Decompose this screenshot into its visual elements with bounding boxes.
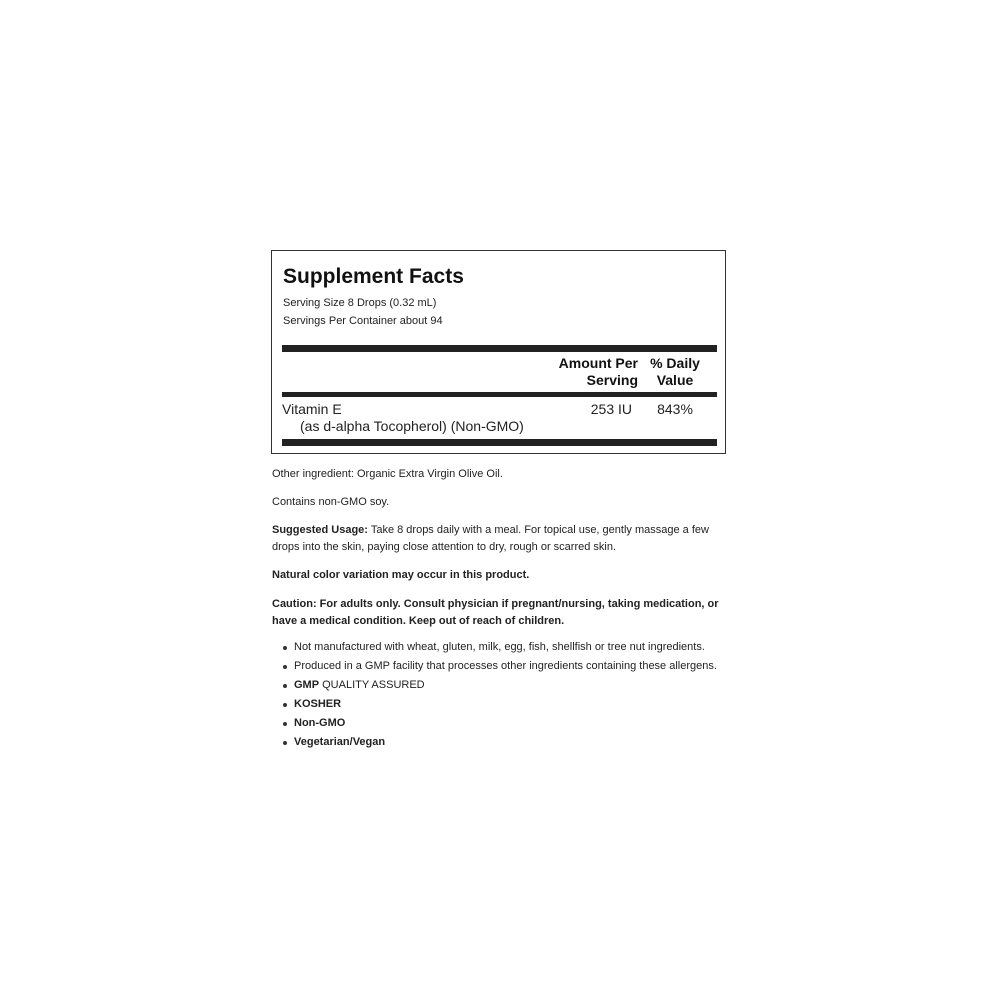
divider-bottom bbox=[282, 439, 717, 446]
bullet-dot-icon bbox=[283, 722, 287, 726]
bullet-dot-icon bbox=[283, 646, 287, 650]
amount-header-line1: Amount Per bbox=[558, 355, 638, 371]
bullet-dot-icon bbox=[283, 703, 287, 707]
list-item bbox=[272, 733, 742, 752]
bullet-dot-icon bbox=[283, 741, 287, 745]
serving-size: Serving Size 8 Drops (0.32 mL) bbox=[283, 297, 437, 309]
list-item bbox=[272, 714, 742, 733]
allergen-soy-text: Contains non-GMO soy. bbox=[272, 496, 390, 508]
bullet-dot-icon bbox=[283, 684, 287, 688]
list-item bbox=[272, 638, 742, 657]
list-item-text: QUALITY ASSURED bbox=[319, 679, 425, 691]
facts-title: Supplement Facts bbox=[283, 265, 464, 288]
divider-middle bbox=[282, 392, 717, 397]
list-item-bold: KOSHER bbox=[294, 698, 342, 710]
list-item-bold: Non-GMO bbox=[294, 717, 346, 729]
suggested-usage-body: Take 8 drops daily with a meal. For topical use, gently massage a few drops into the skin, paying close attention to dry, rough or scarred skin. bbox=[272, 524, 709, 553]
list-item-bold: GMP bbox=[294, 679, 320, 691]
color-variation-note: Natural color variation may occur in this product. bbox=[272, 569, 530, 581]
servings-per-container: Servings Per Container about 94 bbox=[283, 315, 443, 327]
suggested-usage-label: Suggested Usage: bbox=[272, 524, 368, 536]
nutrient-amount: 253 IU bbox=[590, 401, 632, 417]
other-ingredient-text: Other ingredient: Organic Extra Virgin Olive Oil. bbox=[272, 468, 503, 480]
list-item bbox=[272, 676, 742, 695]
list-item-text: Produced in a GMP facility that processes other ingredients containing these allergens. bbox=[294, 660, 717, 672]
list-item-text: Not manufactured with wheat, gluten, milk, egg, fish, shellfish or tree nut ingredients. bbox=[294, 641, 705, 653]
nutrient-name: Vitamin E bbox=[282, 401, 342, 417]
list-item bbox=[272, 695, 742, 714]
caution-text: Caution: For adults only. Consult physician if pregnant/nursing, taking medication, or have a medical condition. Keep out of reach of children. bbox=[272, 598, 719, 627]
product-claims-list bbox=[272, 638, 742, 752]
dv-header-line1: % Daily bbox=[650, 355, 700, 371]
column-header-daily-value bbox=[642, 355, 708, 389]
bullet-dot-icon bbox=[283, 665, 287, 669]
amount-header-line2: Serving bbox=[586, 372, 638, 388]
nutrient-source: (as d-alpha Tocopherol) (Non-GMO) bbox=[300, 418, 524, 434]
divider-top bbox=[282, 345, 717, 352]
supplement-facts-panel bbox=[271, 250, 726, 454]
nutrient-daily-value: 843% bbox=[657, 401, 693, 417]
list-item bbox=[272, 657, 742, 676]
column-header-amount bbox=[538, 355, 638, 389]
suggested-usage-text bbox=[272, 522, 732, 556]
dv-header-line2: Value bbox=[656, 372, 694, 388]
list-item-bold: Vegetarian/Vegan bbox=[294, 736, 386, 748]
